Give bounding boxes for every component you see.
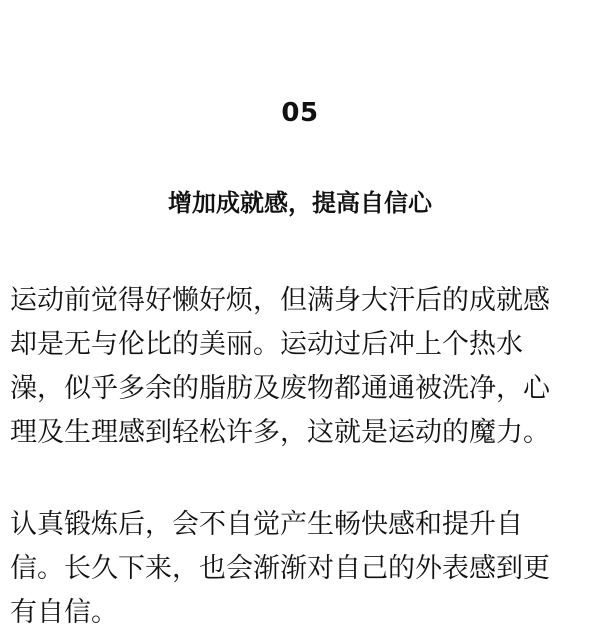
paragraph-line: 却是无与伦比的美丽。运动过后冲上个热水 [10, 329, 523, 360]
paragraph-line: 运动前觉得好懒好烦，但满身大汗后的成就感 [10, 285, 550, 316]
section-number: 05 [281, 98, 319, 128]
section-title: 增加成就感，提高自信心 [168, 189, 432, 217]
paragraph-2 [10, 503, 595, 635]
paragraph-line: 理及生理感到轻松许多，这就是运动的魔力。 [10, 417, 550, 448]
paragraph-1 [10, 279, 595, 455]
paragraph-line: 认真锻炼后，会不自觉产生畅快感和提升自 [10, 509, 523, 540]
paragraph-line: 有自信。 [10, 597, 118, 628]
paragraph-line: 信。长久下来，也会渐渐对自己的外表感到更 [10, 553, 550, 584]
paragraph-line: 澡，似乎多余的脂肪及废物都通通被洗净，心 [10, 373, 550, 404]
